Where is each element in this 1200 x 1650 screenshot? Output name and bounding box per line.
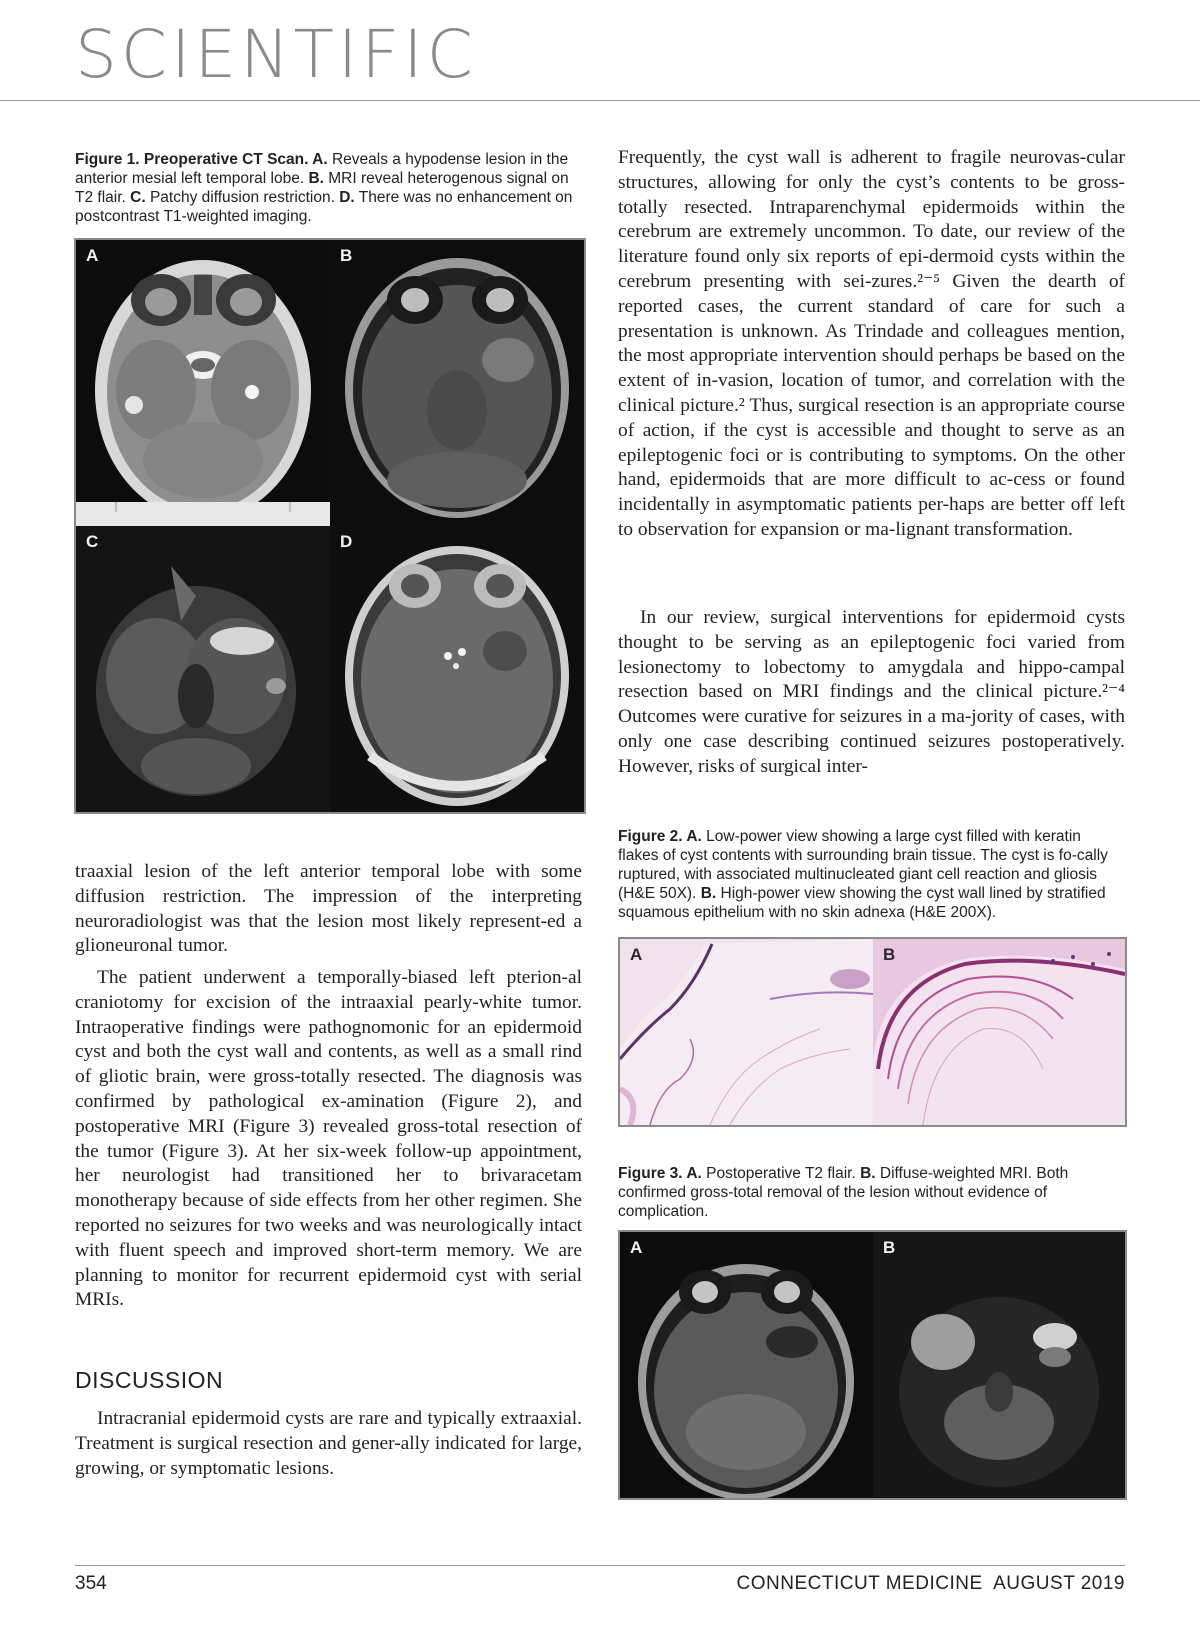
figure2-panel-label-b: B	[883, 945, 896, 964]
figure1-panel-b	[330, 240, 584, 526]
page-number: 354	[75, 1573, 107, 1594]
figure3-caption	[618, 1164, 1118, 1221]
section-heading: SCIENTIFIC	[75, 16, 477, 93]
discussion-heading: DISCUSSION	[75, 1367, 224, 1393]
figure2-caption-b: High-power view showing the cyst wall lined by stratified squamous epithelium with no skin adnexa (H&E 200X).	[618, 885, 1106, 921]
figure3-panel-label-a: A	[630, 1238, 643, 1257]
left-column-paragraph-2: The patient underwent a temporally-biased left pterion-al craniotomy for excision of the intraaxial pearly-white tumor. Intraoperative findings were pathognomonic for an epidermoid cyst and both the cyst wall and contents, as well as a small rind of gliotic brain, were gross-totally resected. The diagnosis was confirmed by pathological ex-amination (Figure 2), and postoperative MRI (Figure 3) revealed gross-total resection of the tumor (Figure 3). At her six-week follow-up appointment, her neurologist had transitioned her to brivaracetam monotherapy because of side effects from her other regimen. She reported no seizures for two weeks and was neurologically intact with fluent speech and improved short-term memory. We are planning to monitor for recurrent epidermoid cyst with serial MRIs.	[75, 967, 582, 1311]
figure1-caption-c: Patchy diffusion restriction.	[145, 189, 340, 206]
figure1-panel-label-b: B	[340, 246, 353, 265]
left-column-paragraph-3: Intracranial epidermoid cysts are rare and typically extraaxial. Treatment is surgical resection and gener-ally indicated for large, growing, or symptomatic lesions.	[75, 1408, 582, 1479]
figure1-panel-d	[330, 526, 584, 812]
right-column-paragraph-2: In our review, surgical interventions for epidermoid cysts thought to be serving as an epileptogenic foci varied from lesionectomy to lobectomy to amygdala and hippo-campal resection based on MRI findings and the clinical picture.²⁻⁴ Outcomes were curative for seizures in a ma-jority of cases, with only one case describing continued seizures postoperatively. However, risks of surgical inter-	[618, 607, 1125, 777]
figure2-panel-label-a: A	[630, 945, 643, 964]
figure2-caption-b-lead: B.	[700, 885, 717, 902]
figure1-panel-label-a: A	[86, 246, 99, 265]
figure1-panel-a	[76, 240, 330, 526]
figure1-caption-c-lead: C.	[130, 189, 146, 206]
figure3-caption-b-lead: B.	[860, 1165, 876, 1182]
histology-low-power-image	[620, 939, 873, 1125]
postop-dwi-image	[873, 1232, 1125, 1498]
journal-footer: CONNECTICUT MEDICINE AUGUST 2019	[736, 1573, 1125, 1594]
figure3-caption-b: Diffuse-weighted MRI. Both confirmed gross-total removal of the lesion without evidence of complication.	[618, 1165, 1069, 1220]
figure1-image	[74, 238, 586, 814]
figure3-image	[618, 1230, 1127, 1500]
figure2-caption-lead: Figure 2. A.	[618, 828, 702, 845]
mri-flair-image	[330, 240, 584, 526]
figure1-panel-label-d: D	[340, 532, 353, 551]
figure2-panel-b	[873, 939, 1125, 1125]
figure3-caption-a: Postoperative T2 flair.	[701, 1165, 861, 1182]
ct-scan-image	[76, 240, 330, 526]
right-column-paragraph-1: Frequently, the cyst wall is adherent to fragile neurovas-cular structures, allowing for only the cyst’s contents to be gross-totally resected. Intraparenchymal epidermoids within the cerebrum are extremely uncommon. To date, our review of the literature found only six reports of epi-dermoid cysts within the cerebrum presenting with sei-zures.²⁻⁵ Given the dearth of reported cases, the current standard of care for such a presentation is unknown. As Trindade and colleagues mention, the most appropriate intervention should perhaps be based on the extent of in-vasion, location of tumor, and correlation with the clinical picture.² Thus, surgical resection is an appropriate course of action, if the cyst is accessible and thought to serve as an epileptogenic foci or is contributing to symptoms. On the other hand, epidermoids that are more difficult to ac-cess or found incidentally in asymptomatic patients per-haps are better off left to observation for expansion or ma-lignant transformation.	[618, 147, 1125, 540]
figure1-panel-label-c: C	[86, 532, 99, 551]
mri-t1-contrast-image	[330, 526, 584, 812]
figure2-caption-a: Low-power view showing a large cyst filled with keratin flakes of cyst contents with surrounding brain tissue. The cyst is fo-cally ruptured, with associated multinucleated giant cell reaction and gliosis (H&E 50X).	[618, 828, 1108, 902]
figure3-panel-label-b: B	[883, 1238, 896, 1257]
figure1-caption-b-lead: B.	[308, 170, 324, 187]
figure1-caption-lead: Figure 1. Preoperative CT Scan. A.	[75, 151, 328, 168]
figure3-caption-lead: Figure 3. A.	[618, 1165, 702, 1182]
figure1-caption-d-lead: D.	[339, 189, 355, 206]
figure1-caption-b: MRI reveal heterogenous signal on T2 flair.	[75, 170, 569, 206]
postop-t2-flair-image	[620, 1232, 873, 1498]
figure2-panel-a	[620, 939, 873, 1125]
mri-dwi-image	[76, 526, 330, 812]
figure1-caption-d: There was no enhancement on postcontrast T1-weighted imaging.	[75, 189, 573, 225]
figure1-panel-c	[76, 526, 330, 812]
figure3-panel-a	[620, 1232, 873, 1498]
figure1-caption-a: Reveals a hypodense lesion in the anterior mesial left temporal lobe.	[75, 151, 569, 187]
left-column-paragraph-1: traaxial lesion of the left anterior temporal lobe with some diffusion restriction. The impression of the interpreting neuroradiologist was that the lesion most likely represent-ed a glioneuronal tumor.	[75, 861, 582, 957]
footer-rule	[75, 1565, 1125, 1566]
figure2-image	[618, 937, 1127, 1127]
histology-high-power-image	[873, 939, 1125, 1125]
figure2-caption	[618, 827, 1118, 922]
header-rule	[0, 100, 1200, 101]
figure3-panel-b	[873, 1232, 1125, 1498]
figure1-caption	[75, 150, 575, 226]
